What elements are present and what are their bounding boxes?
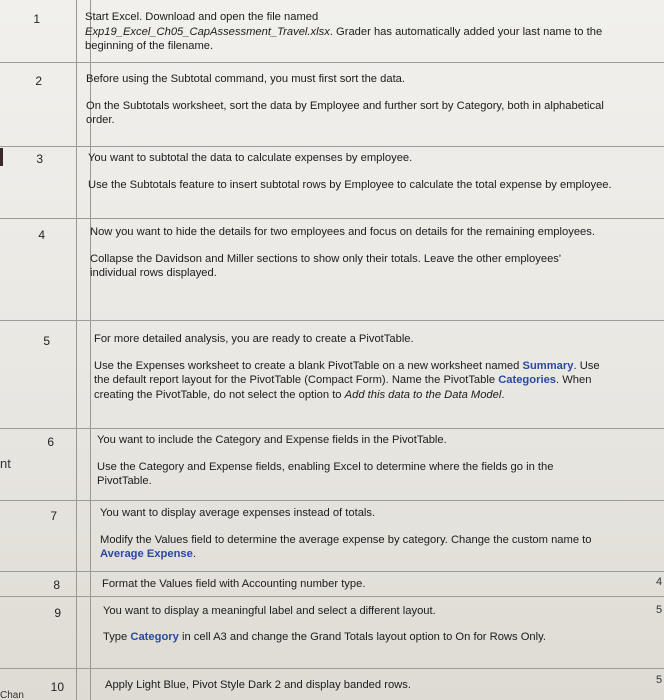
step-text: You want to display a meaningful label and select a different layout. Type Category in cell A3 and change the Grand Totals layout option to On for Rows Only. (103, 605, 546, 643)
step-number: 5 (43, 334, 50, 348)
step-text: Apply Light Blue, Pivot Style Dark 2 and display banded rows. (105, 679, 411, 691)
left-edge-fragment: nt (0, 456, 11, 471)
step-number: 4 (38, 228, 45, 242)
step-text: Format the Values field with Accounting number type. (102, 578, 366, 590)
row-divider (0, 218, 664, 219)
step-text: Before using the Subtotal command, you must first sort the data. On the Subtotals worksheet, sort the data by Employee and further sort by Category, both in alphabetical order. (86, 73, 604, 126)
column-divider-left (76, 0, 77, 700)
sheet-name: Summary (522, 359, 574, 372)
row-divider (0, 62, 664, 63)
step-number: 1 (33, 12, 40, 26)
step-number: 3 (36, 152, 43, 166)
step-text: Start Excel. Download and open the file named Exp19_Excel_Ch05_CapAssessment_Travel.xlsx. Grader has automatically added your last name to the beginning of the filename. (85, 11, 603, 52)
step-text: Now you want to hide the details for two employees and focus on details for the remaining employees. Collapse the Davidson and Miller sections to show only their totals. Leave the other employees' individual rows displayed. (90, 226, 595, 279)
row-divider (0, 668, 664, 669)
row-divider (0, 596, 664, 597)
step-number: 10 (50, 680, 64, 694)
step-text: You want to subtotal the data to calculate expenses by employee. Use the Subtotals feature to insert subtotal rows by Employee to calculate the total expense by employee. (88, 152, 612, 191)
step-number: 8 (53, 578, 60, 592)
left-edge-mark (0, 148, 3, 166)
custom-name: Average Expense (100, 548, 193, 560)
right-edge-fragment: 4 (656, 576, 663, 588)
step-number: 9 (54, 606, 61, 620)
row-divider (0, 428, 664, 429)
left-edge-fragment: Chan (0, 690, 24, 700)
step-number: 2 (35, 74, 42, 88)
step-text: You want to include the Category and Expense fields in the PivotTable. Use the Category and Expense fields, enabling Excel to determine where the fields go in the PivotTable. (97, 434, 554, 487)
step-text: For more detailed analysis, you are ready to create a PivotTable. Use the Expenses worksheet to create a blank PivotTable on a new worksheet named Summary. Use the default report layout for the PivotTable (Compact Form). Name the PivotTable Categories. When creating the PivotTable, do not select the option to Add this data to the Data Model. (94, 333, 600, 401)
step-number: 6 (47, 435, 54, 449)
label-text: Category (130, 630, 179, 643)
step-number: 7 (50, 509, 57, 523)
row-divider (0, 146, 664, 147)
pivot-name: Categories (498, 374, 557, 386)
right-edge-fragment: 5 (656, 604, 663, 616)
row-divider (0, 571, 664, 572)
row-divider (0, 500, 664, 501)
step-text: You want to display average expenses instead of totals. Modify the Values field to determine the average expense by category. Change the custom name to Average Expense. (100, 507, 592, 560)
row-divider (0, 320, 664, 321)
right-edge-fragment: 5 (656, 674, 663, 686)
filename: Exp19_Excel_Ch05_CapAssessment_Travel.xlsx (85, 25, 330, 38)
